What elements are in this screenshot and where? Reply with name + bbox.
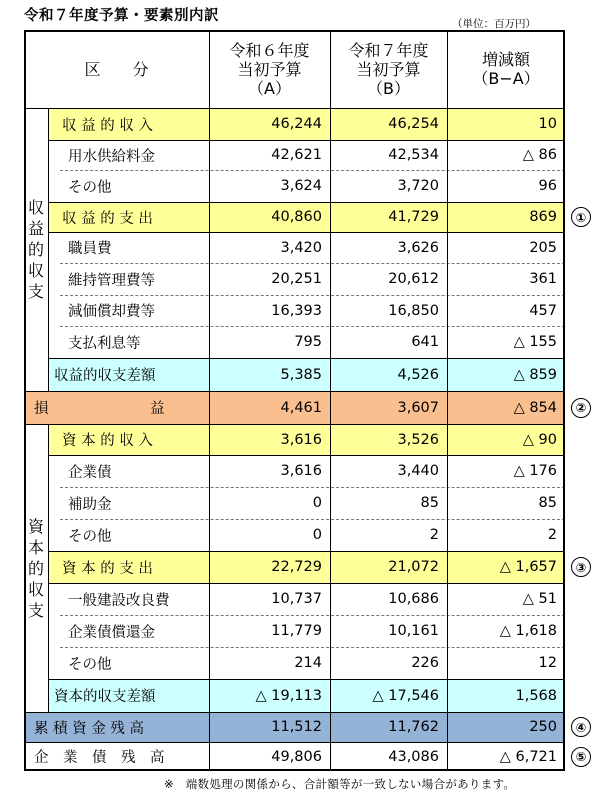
value-current: 10,161 <box>388 623 439 639</box>
value-difference: 869 <box>529 209 557 225</box>
row-label: 維持管理費等 <box>68 272 155 289</box>
value-previous: 49,806 <box>271 748 322 765</box>
value-current: 3,607 <box>397 399 439 416</box>
value-current: 20,612 <box>388 271 439 287</box>
value-previous: 11,779 <box>271 623 322 639</box>
value-previous: 214 <box>294 655 322 671</box>
value-current: 11,762 <box>388 719 439 735</box>
row-label: 一般建設改良費 <box>68 592 170 609</box>
value-current: 21,072 <box>388 559 439 575</box>
value-previous: 0 <box>312 495 322 511</box>
document-title: 令和７年度予算・要素別内訳 <box>24 8 219 24</box>
value-previous: 10,737 <box>271 591 322 607</box>
value-current: 43,086 <box>388 748 439 765</box>
footnote: ※ 端数処理の関係から、合計額等が一致しない場合があります。 <box>164 777 516 791</box>
value-difference: 457 <box>529 302 557 319</box>
value-difference: 2 <box>547 527 557 543</box>
row-label: 資本的収支差額 <box>54 689 156 705</box>
header-previous-budget: 令和６年度 当初予算 （A） <box>229 40 310 98</box>
value-current: 85 <box>420 495 439 511</box>
table-frame <box>24 30 565 771</box>
row-label: 資 本 的 収 入 <box>62 433 153 449</box>
row-label: 減価償却費等 <box>68 304 155 320</box>
value-difference: △ 1,657 <box>499 559 557 575</box>
value-previous: 4,461 <box>280 399 322 416</box>
value-previous: 20,251 <box>271 271 322 287</box>
row-label: 収益的収支差額 <box>54 368 156 384</box>
circled-number-marker: ⑤ <box>571 747 591 767</box>
header-difference: 増減額 （B−A） <box>472 50 540 88</box>
value-difference: △ 854 <box>513 399 557 416</box>
value-current: 41,729 <box>388 209 439 225</box>
value-difference: 205 <box>529 239 557 256</box>
value-current: 46,254 <box>388 116 439 132</box>
value-previous: 16,393 <box>271 302 322 319</box>
value-current: 3,440 <box>397 463 439 479</box>
value-current: 10,686 <box>388 591 439 607</box>
value-previous: 3,616 <box>280 463 322 479</box>
row-label: 企業債 <box>68 464 112 481</box>
header-current-budget: 令和７年度 当初予算 （B） <box>348 40 429 98</box>
value-difference: △ 155 <box>513 334 557 350</box>
row-label: 企業債償還金 <box>68 624 155 641</box>
circled-number-marker: ② <box>571 398 591 418</box>
value-difference: △ 90 <box>522 431 557 448</box>
value-difference: 1,568 <box>515 687 557 704</box>
value-difference: 85 <box>538 495 557 511</box>
value-previous: 3,420 <box>280 239 322 256</box>
row-label: 累 積 資 金 残 高 <box>34 720 145 737</box>
value-current: 3,626 <box>397 239 439 256</box>
row-label: その他 <box>68 179 112 196</box>
value-previous: 46,244 <box>271 116 322 132</box>
circled-number-marker: ① <box>571 207 591 227</box>
value-previous: 40,860 <box>271 209 322 225</box>
circled-number-marker: ③ <box>571 557 591 577</box>
value-previous: 42,621 <box>271 147 322 163</box>
value-previous: 0 <box>312 527 322 543</box>
row-label: 損 益 <box>34 401 165 417</box>
value-current: 3,526 <box>397 431 439 448</box>
value-current: 4,526 <box>397 366 439 383</box>
value-difference: △ 86 <box>522 147 557 163</box>
value-difference: △ 51 <box>522 591 557 607</box>
side-label-revenue: 収 益 的 収 支 <box>27 198 44 301</box>
row-label: 収 益 的 収 入 <box>62 117 153 134</box>
row-label: 支払利息等 <box>68 335 141 352</box>
row-label: その他 <box>68 528 112 545</box>
circled-number-marker: ④ <box>571 717 591 737</box>
value-difference: △ 859 <box>513 366 557 383</box>
value-current: 226 <box>411 655 439 671</box>
row-label: 用水供給料金 <box>68 148 155 165</box>
value-previous: 795 <box>294 334 322 350</box>
row-label: その他 <box>68 656 112 673</box>
value-current: 3,720 <box>397 178 439 194</box>
value-current: 641 <box>411 334 439 350</box>
value-current: 2 <box>429 527 439 543</box>
header-category: 区 分 <box>84 59 149 79</box>
value-previous: 5,385 <box>280 366 322 383</box>
value-previous: 3,624 <box>280 178 322 194</box>
value-difference: 10 <box>538 116 557 132</box>
value-previous: 11,512 <box>271 719 322 735</box>
value-difference: △ 1,618 <box>499 623 557 639</box>
value-previous: 3,616 <box>280 431 322 448</box>
value-difference: 96 <box>538 178 557 194</box>
value-difference: △ 176 <box>513 463 557 479</box>
value-current: △ 17,546 <box>372 687 439 704</box>
value-difference: 250 <box>529 719 557 735</box>
value-difference: 361 <box>529 271 557 287</box>
row-label: 収 益 的 支 出 <box>62 210 153 227</box>
unit-label: （単位：百万円） <box>452 18 536 30</box>
side-label-capital: 資 本 的 収 支 <box>27 516 44 620</box>
row-label: 補助金 <box>68 496 112 513</box>
row-label: 職員費 <box>68 241 112 257</box>
value-difference: 12 <box>538 655 557 671</box>
value-current: 16,850 <box>388 302 439 319</box>
value-previous: 22,729 <box>271 559 322 575</box>
value-previous: △ 19,113 <box>255 687 322 704</box>
value-current: 42,534 <box>388 147 439 163</box>
row-label: 資 本 的 支 出 <box>62 560 153 577</box>
row-label: 企 業 債 残 高 <box>34 750 165 766</box>
value-difference: △ 6,721 <box>499 748 557 765</box>
